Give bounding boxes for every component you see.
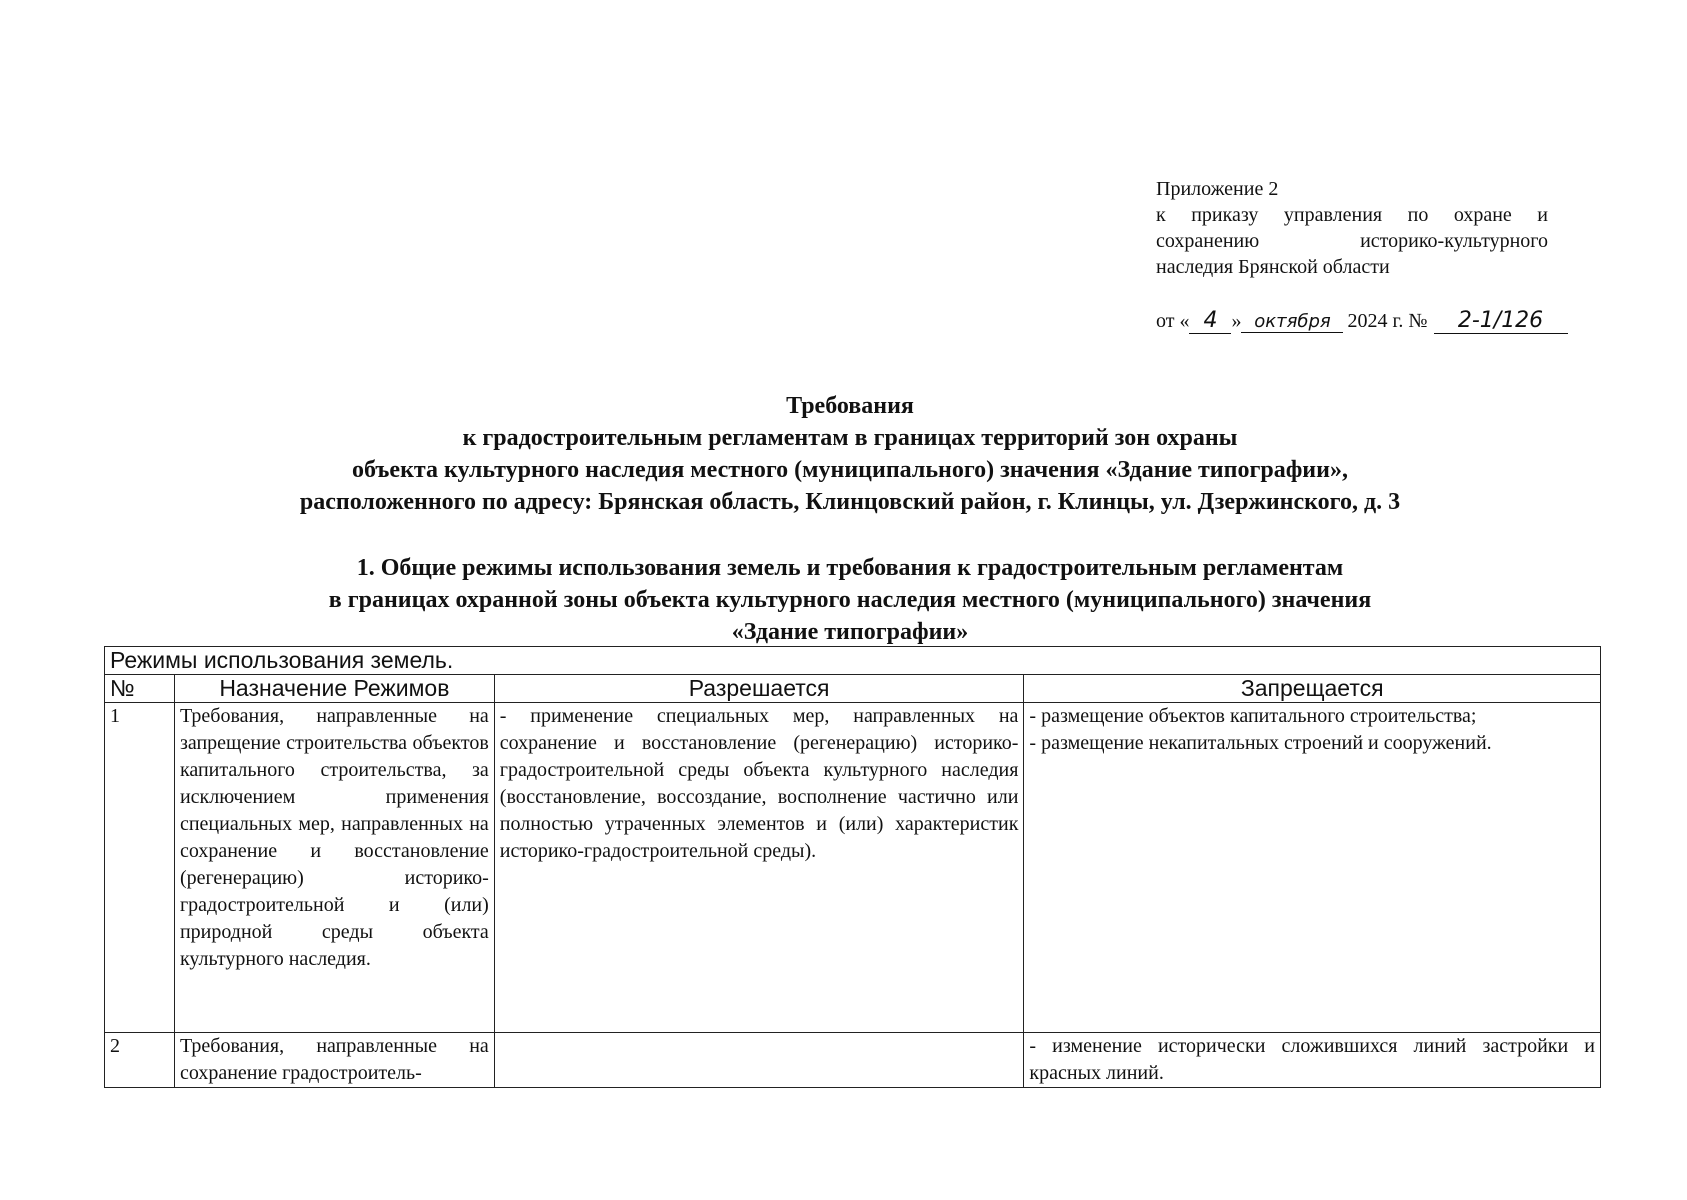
order-date-line [1156, 308, 1568, 334]
header-forbidden: Запрещается [1024, 675, 1601, 703]
date-mid: » [1231, 310, 1242, 332]
forbidden-item: - изменение исторически сложившихся линий застройки и красных линий. [1029, 1035, 1595, 1084]
row-number: 2 [105, 1033, 175, 1088]
date-month-handwritten: октября [1241, 311, 1343, 333]
title-line-3: расположенного по адресу: Брянская область, Клинцовский район, г. Клинцы, ул. Дзержинского, д. 3 [299, 489, 1401, 515]
appendix-block [1156, 176, 1548, 280]
date-year: 2024 г. № [1347, 310, 1428, 332]
appendix-line-3: наследия Брянской области [1156, 256, 1390, 278]
section-line-1: 1. Общие режимы использования земель и требования к градостроительным регламентам [356, 555, 1344, 581]
table-caption: Режимы использования земель. [105, 647, 1601, 675]
appendix-title: Приложение 2 [1156, 178, 1279, 200]
row-forbidden [1024, 1033, 1601, 1088]
land-use-table [104, 646, 1601, 1088]
section-line-2: в границах охранной зоны объекта культурного наследия местного (муниципального) значения [328, 587, 1372, 613]
title-line-1: к градостроительным регламентам в границах территорий зон охраны [462, 425, 1238, 451]
order-number-handwritten: 2-1/126 [1434, 308, 1568, 334]
title-line-2: объекта культурного наследия местного (муниципального) значения «Здание типографии», [352, 457, 1348, 483]
document-title [150, 390, 1550, 518]
date-day-handwritten: 4 [1189, 308, 1231, 334]
row-purpose: Требования, направленные на запрещение строительства объектов капитального строительства, за исключением применения специальных мер, направленных на сохранение и восстановление (регенерацию) историко-градостроительной и (или) природной среды объекта культурного наследия. [174, 703, 494, 1033]
header-number: № [105, 675, 175, 703]
appendix-line-1: к приказу управления по охране и [1156, 204, 1548, 226]
row-forbidden [1024, 703, 1601, 1033]
section-heading [150, 552, 1550, 648]
row-purpose: Требования, направленные на сохранение градостроитель- [174, 1033, 494, 1088]
date-prefix: от « [1156, 310, 1190, 332]
title-heading: Требования [786, 393, 914, 419]
header-allowed: Разрешается [494, 675, 1024, 703]
row-allowed: - применение специальных мер, направленных на сохранение и восстановление (регенерацию) историко-градостроительной среды объекта культурного наследия (восстановление, воссоздание, восполнение частично или полностью утраченных элементов и (или) характеристик историко-градостроительной среды). [494, 703, 1024, 1033]
header-purpose: Назначение Режимов [174, 675, 494, 703]
forbidden-item: - размещение некапитальных строений и сооружений. [1029, 732, 1492, 754]
row-number: 1 [105, 703, 175, 1033]
section-line-3: «Здание типографии» [731, 619, 969, 645]
appendix-line-2: сохранению историко-культурного [1156, 230, 1548, 252]
row-allowed [494, 1033, 1024, 1088]
forbidden-item: - размещение объектов капитального строительства; [1029, 705, 1477, 727]
table-row [105, 1033, 1601, 1088]
table-row [105, 703, 1601, 1033]
